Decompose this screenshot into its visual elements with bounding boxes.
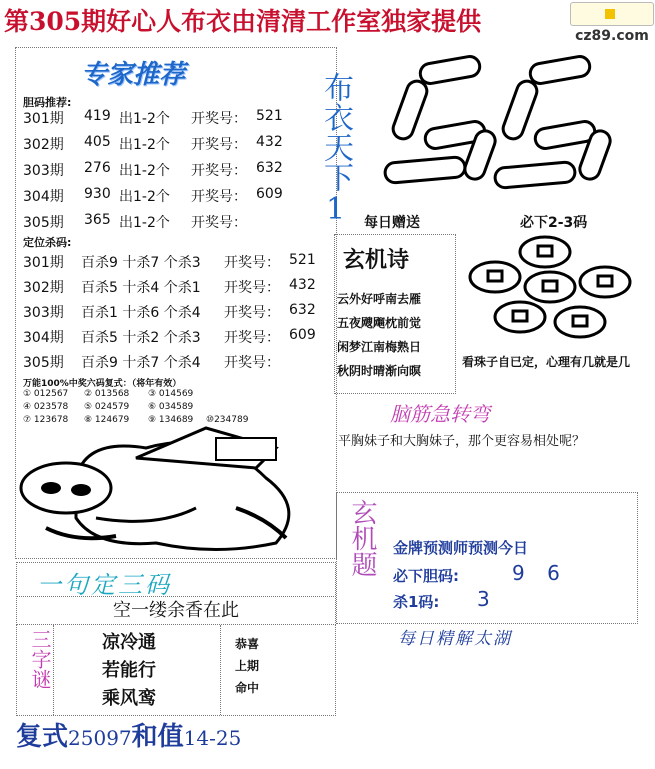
cartoon-illustration: [16, 418, 316, 558]
xuanji-label: 玄机题: [347, 499, 377, 577]
dan-note: 出1-2个: [119, 163, 170, 179]
dan-period: 302期: [23, 137, 64, 153]
kill-text: 百杀5 十杀4 个杀1: [81, 280, 201, 296]
fushi-label: 复式: [16, 722, 69, 752]
daily-label: 每日赠送: [364, 215, 420, 231]
combo-item: ⑤ 024579: [84, 402, 130, 412]
one-sentence-heading: 一句定三码: [37, 571, 172, 599]
divider: [220, 625, 222, 715]
watermark-text: cz89.com: [575, 28, 649, 44]
combo-item: ⑨ 134689: [148, 415, 194, 425]
dan-result: 632: [256, 160, 283, 176]
poem-line: 闲梦江南梅熟日: [337, 340, 422, 354]
combo-item: ③ 014569: [148, 389, 194, 399]
hezhi-label: 和值: [131, 722, 184, 752]
dan-result: 521: [256, 108, 283, 124]
poem-line: 秋阴时晴渐向暝: [337, 364, 422, 378]
footer: [16, 716, 241, 753]
riddle-line: 乘风鸾: [102, 688, 156, 709]
coin-note: 看珠子自已定，心理有几就是几: [462, 355, 631, 369]
congrats-line: 恭喜: [235, 637, 260, 651]
xuanji-line1: 金牌预测师预测今日: [393, 539, 529, 557]
expert-heading: 专家推荐: [81, 60, 186, 90]
dan-result: 432: [256, 134, 283, 150]
xuanji-dan-label: 必下胆码:: [393, 567, 459, 585]
dan-code: 405: [84, 134, 111, 150]
riddle-line: 若能行: [102, 660, 156, 681]
riddle-question: 平胸妹子和大胸妹子，那个更容易相处呢？: [338, 434, 586, 449]
poem-title: 玄机诗: [343, 248, 410, 273]
three-char-label: 三字谜: [28, 629, 52, 689]
poem-lines: [337, 287, 421, 383]
kill-result-label: 开奖号：: [224, 330, 280, 346]
kill-result: 521: [289, 252, 316, 268]
one-sentence-text: 空一缕余香在此: [16, 596, 336, 625]
dan-code: 930: [84, 186, 111, 202]
dan-code: 365: [84, 212, 111, 228]
dan-period: 304期: [23, 189, 64, 205]
daily-must: 必下2-3码: [520, 215, 588, 231]
kill-period: 301期: [23, 255, 64, 271]
poem-line: 云外好呼南去雁: [337, 292, 422, 306]
kill-result: 632: [289, 302, 316, 318]
divider: [53, 625, 55, 715]
combo-note: 万能100%中奖六码复式：（将年有效）: [23, 379, 182, 389]
page-title: 第305期好心人布衣由清清工作室独家提供: [4, 7, 482, 36]
dan-result-label: 开奖号：: [191, 189, 247, 205]
kill-period: 303期: [23, 305, 64, 321]
expert-panel: [15, 47, 337, 559]
dan-note: 出1-2个: [119, 111, 170, 127]
dan-period: 301期: [23, 111, 64, 127]
fushi-value: 25097: [68, 726, 132, 750]
dan-note: 出1-2个: [119, 215, 170, 231]
congrats-line: 上期: [235, 659, 260, 673]
combo-item: ⑦ 123678: [23, 415, 69, 425]
kill-result-label: 开奖号：: [224, 280, 280, 296]
xuanji-kill-value: 3: [477, 587, 490, 611]
dan-code: 276: [84, 160, 111, 176]
poem-box: [334, 234, 456, 394]
riddle-heading: 脑筋急转弯: [390, 402, 490, 426]
dan-note: 出1-2个: [119, 137, 170, 153]
dan-note: 出1-2个: [119, 189, 170, 205]
watermark-badge: [570, 2, 654, 44]
congrats-line: 命中: [235, 681, 260, 695]
kill-text: 百杀1 十杀6 个杀4: [81, 305, 201, 321]
xuanji-box: [336, 492, 638, 624]
kill-text: 百杀5 十杀2 个杀3: [81, 330, 201, 346]
budai-vertical: 布衣天下1: [318, 72, 353, 227]
combo-item: ② 013568: [84, 389, 130, 399]
xuanji-kill-label: 杀1码:: [393, 593, 440, 611]
kill-period: 305期: [23, 355, 64, 371]
kill-label: 定位杀码:: [23, 236, 72, 249]
congrats-lines: [235, 633, 259, 699]
poem-line: 五夜飕飗枕前觉: [337, 316, 422, 330]
combo-item: ⑧ 124679: [84, 415, 130, 425]
riddle-line: 凉冷通: [102, 632, 156, 653]
three-char-lines: [102, 629, 156, 713]
combo-item: ⑥ 034589: [148, 402, 194, 412]
number-55-illustration: [370, 50, 640, 200]
dan-result-label: 开奖号：: [191, 137, 247, 153]
dan-result-label: 开奖号：: [191, 163, 247, 179]
xuanji-dan-value: 9 6: [512, 561, 568, 585]
kill-period: 304期: [23, 330, 64, 346]
dan-period: 303期: [23, 163, 64, 179]
kill-result: 609: [289, 327, 316, 343]
dan-code: 419: [84, 108, 111, 124]
combo-item: ⑩234789: [206, 415, 249, 425]
kill-result-label: 开奖号：: [224, 355, 280, 371]
dan-period: 305期: [23, 215, 64, 231]
kill-text: 百杀9 十杀7 个杀3: [81, 255, 201, 271]
dan-result-label: 开奖号：: [191, 215, 247, 231]
kill-result: 432: [289, 277, 316, 293]
hezhi-value: 14-25: [183, 726, 242, 750]
kill-period: 302期: [23, 280, 64, 296]
combo-item: ④ 023578: [23, 402, 69, 412]
kill-text: 百杀9 十杀7 个杀4: [81, 355, 201, 371]
combo-item: ① 012567: [23, 389, 69, 399]
one-sentence-box: [16, 562, 336, 597]
kill-result-label: 开奖号：: [224, 305, 280, 321]
dan-label: 胆码推荐:: [23, 96, 72, 109]
three-char-box: [16, 624, 336, 716]
kill-result-label: 开奖号：: [224, 255, 280, 271]
dan-result-label: 开奖号：: [191, 111, 247, 127]
square-icon: [605, 9, 615, 19]
dan-result: 609: [256, 186, 283, 202]
coins-illustration: [465, 232, 645, 352]
daily-lake: 每日精解太湖: [398, 629, 512, 649]
